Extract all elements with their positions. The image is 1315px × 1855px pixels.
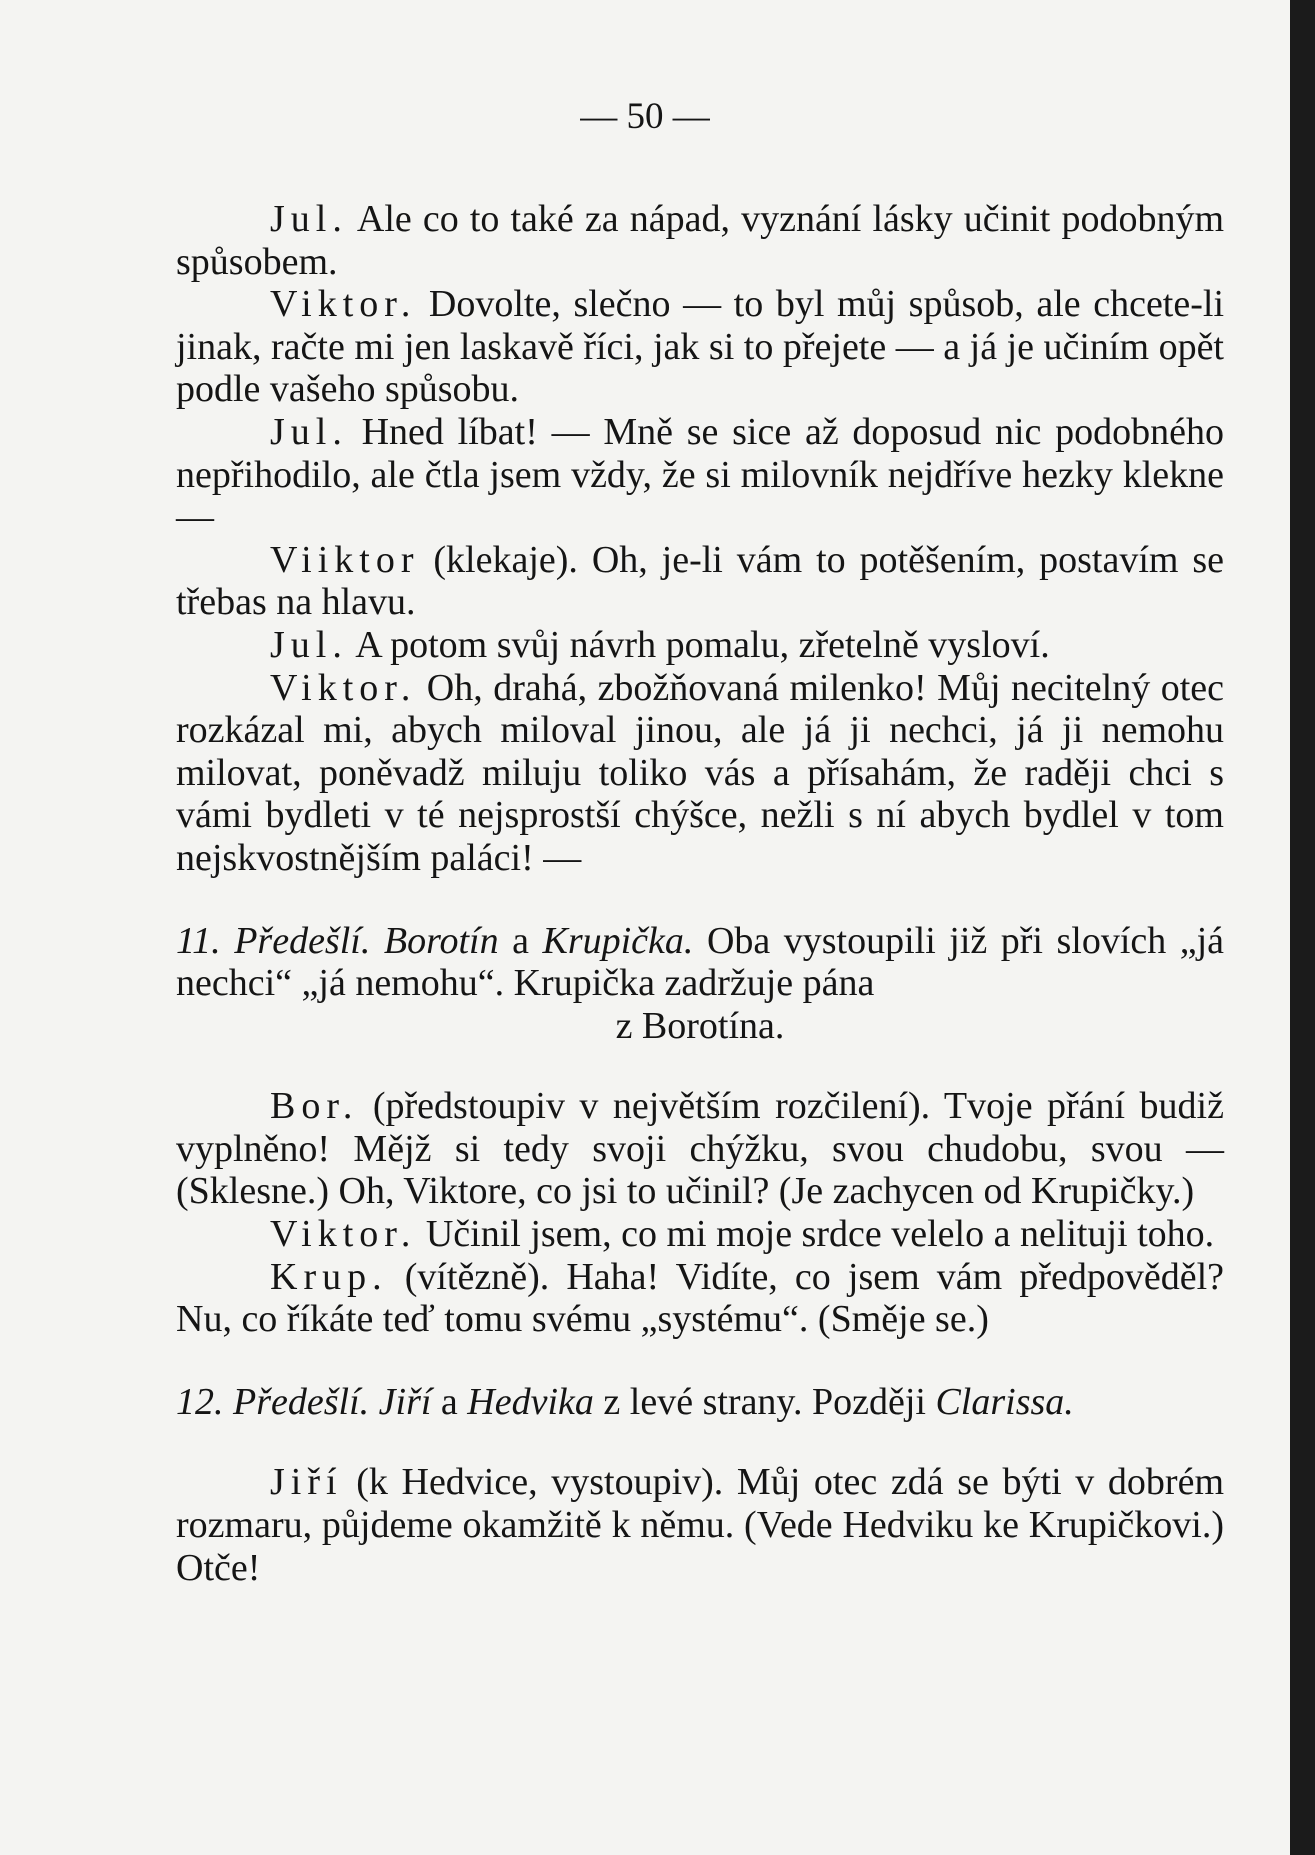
dialogue-line <box>176 667 1224 880</box>
line-text: (předstoupiv v největším rozčilení). Tvoje přání budiž vyplněno! Mějž si tedy svoji chýžku, svou chudobu, svou — (Sklesne.) Oh, Viktore, co jsi to učinil? (Je zachycen od Krupičky.) <box>176 1085 1224 1213</box>
dialogue-line <box>176 539 1224 624</box>
speaker: Jul. <box>270 198 348 240</box>
line-text: (k Hedvice, vystoupiv). Můj otec zdá se býti v dobrém rozmaru, půjdeme okamžitě k němu. (Vede Hedviku ke Krupičkovi.) Otče! <box>176 1461 1224 1589</box>
scene-description <box>176 920 1224 1005</box>
speaker: Jul. <box>270 623 348 666</box>
dialogue-line <box>176 411 1224 539</box>
speaker: Krup. <box>270 1255 388 1298</box>
speaker: Bor. <box>270 1085 359 1128</box>
stage-direction-end: z Borotína. <box>615 1004 785 1047</box>
line-text: (klekaje). Oh, je-li vám to potěšením, postavím se třebas na hlavu. <box>176 538 1224 624</box>
conjunction: a <box>512 919 529 962</box>
line-text: (vítězně). Haha! Vidíte, co jsem vám předpověděl? Nu, co říkáte teď tomu svému „systému“. (Směje se.) <box>176 1255 1224 1341</box>
character-name: Hedvika <box>467 1380 594 1423</box>
page-body <box>176 198 1224 1589</box>
character-name: Krupička. <box>542 919 694 962</box>
speaker: Viiktor <box>270 538 420 581</box>
speaker: Viktor. <box>270 666 417 709</box>
stage-direction: Oba vystoupili již při slovích „já nechci“ „já nemohu“. Krupička zadržuje pána <box>176 919 1225 1005</box>
line-text: Hned líbat! — Mně se sice až doposud nic podobného nepřihodilo, ale čtla jsem vždy, že si milovník nejdříve hezky klekne — <box>176 410 1224 539</box>
spacer <box>176 1423 1224 1461</box>
line-text: Dovolte, slečno — to byl můj spůsob, ale chcete-li jinak, račte mi jen laskavě říci, jak si to přejete — a já je učiním opět podle vašeho spůsobu. <box>176 283 1224 411</box>
dialogue-line <box>176 624 1224 667</box>
dialogue-line <box>176 1213 1224 1256</box>
line-text: Učinil jsem, co mi moje srdce velelo a nelituji toho. <box>416 1213 1215 1256</box>
character-name: Předešlí. <box>234 919 371 962</box>
scene-heading-12 <box>176 1381 1224 1424</box>
character-name: Předešlí. <box>233 1380 370 1423</box>
spacer <box>176 1047 1224 1085</box>
speaker: Viktor. <box>270 1213 417 1256</box>
scene-heading-11 <box>176 920 1224 1048</box>
dialogue-line <box>176 198 1224 283</box>
speaker: Jul. <box>270 410 348 453</box>
conjunction: a <box>440 1380 458 1423</box>
page-number: — 50 — <box>580 96 710 137</box>
character-name: Clarissa. <box>935 1380 1074 1423</box>
character-name: Borotín <box>383 919 499 962</box>
line-text: Oh, drahá, zbožňovaná milenko! Můj necitelný otec rozkázal mi, abych miloval jinou, ale já ji nechci, já ji nemohu milovat, poněvadž miluju toliko vás a přísahám, že raději chci s vámi bydleti v té nejsprostší chýšce, nežli s ní abych bydlel v tom nejskvostnějším paláci! — <box>176 666 1224 879</box>
scene-number: 12. <box>176 1380 224 1423</box>
scene-description <box>176 1381 1224 1424</box>
line-text: A potom svůj návrh pomalu, zřetelně vysloví. <box>347 623 1050 666</box>
scene-number: 11. <box>176 919 221 962</box>
dialogue-line <box>176 1085 1224 1213</box>
dialogue-line <box>176 283 1224 411</box>
character-name: Jiří <box>378 1380 432 1423</box>
dialogue-line <box>176 1256 1224 1341</box>
line-text: Ale co to také za nápad, vyznání lásky učinit podobným spůsobem. <box>176 198 1224 283</box>
stage-direction: z levé strany. Později <box>603 1380 926 1423</box>
dialogue-line <box>176 1461 1224 1589</box>
speaker: Jiří <box>270 1461 343 1504</box>
speaker: Viktor. <box>270 283 417 326</box>
